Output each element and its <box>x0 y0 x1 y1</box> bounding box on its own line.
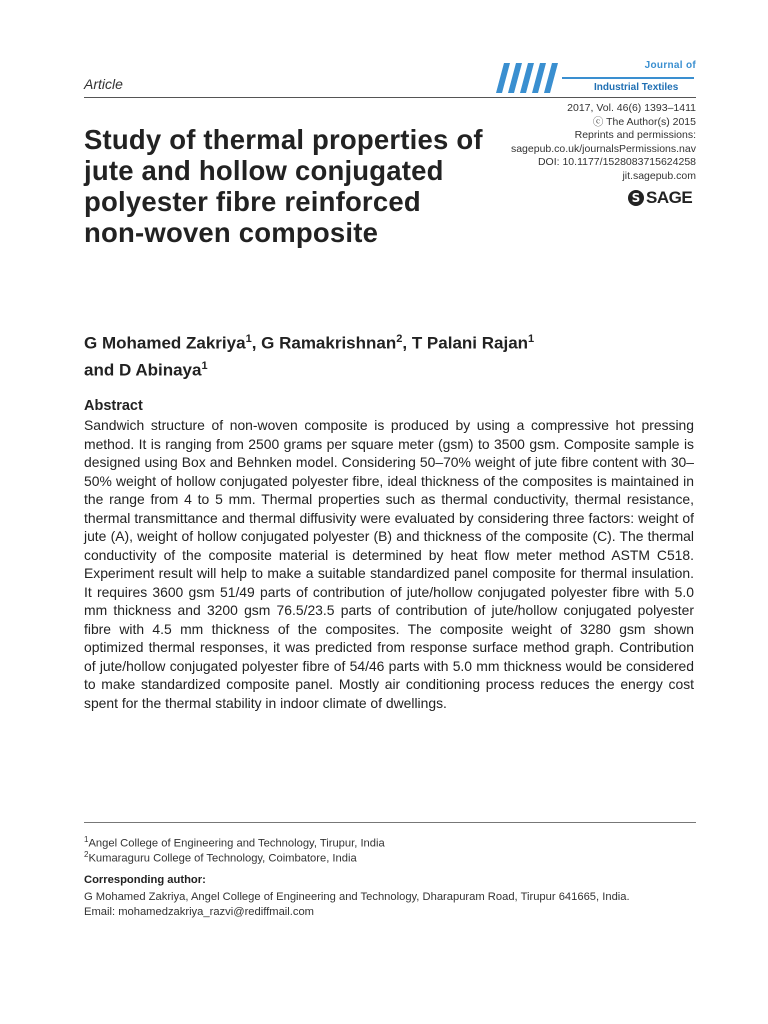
affiliation-text: Kumaraguru College of Technology, Coimbatore, India <box>88 852 357 865</box>
author-list <box>84 328 684 381</box>
meta-copyright: ⓒ The Author(s) 2015 <box>592 115 696 128</box>
sage-wordmark: SAGE <box>646 188 693 207</box>
meta-permissions-link[interactable]: sagepub.co.uk/journalsPermissions.nav <box>510 142 696 155</box>
journal-of-label: Journal of <box>644 60 696 71</box>
sage-logo <box>628 188 692 208</box>
journal-name: Industrial Textiles <box>594 82 679 93</box>
abstract-body: Sandwich structure of non-woven composite is produced by using a compressive hot pressing method. It is ranging from 2500 grams per square meter (gsm) to 3500 gsm. Composite sample is designed using Box and Behnken model. Considering 50–70% weight of jute fibre content with 30–50% weight of hollow conjugated polyester fibre, ideal thickness of the composites is maintained in the range from 4 to 5 mm. Thermal properties such as thermal conductivity, thermal resistance, thermal transmittance and thermal diffusivity were evaluated by considering three factors: weight of jute (A), weight of hollow conjugated polyester (B) and thickness of the composite (C). The thermal conductivity of the composite material is determined by heat flow meter method ASTM C518. Experiment result will help to make a suitable standardized panel composite for thermal insulation. It requires 3600 gsm 51/49 parts of contribution of jute/hollow conjugated polyester fibre with 5.0 mm thickness and 3200 gsm 76.5/23.5 parts of contribution of jute/hollow conjugated polyester fibre with 4.5 mm thickness of the composites. The composite weight of 3280 gsm shown optimized thermal responses, it was predicted from response surface method graph. Contribution of jute/hollow conjugated polyester fibre of 54/46 parts with 5.0 mm thickness would be considered to make standardized composite panel. Mostly air conditioning process reduces the energy cost spent for the thermal stability in indoor climate of dwellings. <box>84 417 694 711</box>
author-name: G Mohamed Zakriya <box>84 333 246 353</box>
author-separator: , <box>402 333 412 353</box>
author-affiliation-mark: 1 <box>245 333 252 345</box>
meta-journal-url[interactable]: jit.sagepub.com <box>622 169 696 182</box>
article-title: Study of thermal properties of jute and hollow conjugated polyester fibre reinforced non-woven composite <box>84 124 483 248</box>
corresponding-author-email[interactable]: Email: mohamedzakriya_razvi@rediffmail.com <box>84 906 314 918</box>
author-affiliation-mark: 1 <box>528 333 535 345</box>
abstract-heading: Abstract <box>84 398 143 414</box>
author-affiliation-mark: 1 <box>201 359 208 372</box>
journal-stripes-icon <box>496 63 560 93</box>
meta-reprints: Reprints and permissions: <box>574 129 696 141</box>
affiliation-number: 1 <box>84 835 89 844</box>
journal-logo <box>494 60 696 100</box>
author-name: and D Abinaya <box>84 360 202 380</box>
author-name: G Ramakrishnan <box>261 333 397 353</box>
footnote-rule <box>84 822 696 823</box>
meta-volume: 2017, Vol. 46(6) 1393–1411 <box>567 102 696 114</box>
corresponding-author-heading: Corresponding author: <box>84 874 206 886</box>
sage-s-icon: S <box>628 190 644 206</box>
meta-doi[interactable]: DOI: 10.1177/1528083715624258 <box>537 156 696 168</box>
affiliation-text: Angel College of Engineering and Technology, Tirupur, India <box>88 837 385 850</box>
author-name: T Palani Rajan <box>411 333 529 353</box>
author-separator: , <box>251 333 262 353</box>
affiliation-number: 2 <box>84 850 89 859</box>
article-type-label: Article <box>84 76 123 92</box>
corresponding-author-address: G Mohamed Zakriya, Angel College of Engineering and Technology, Dharapuram Road, Tirupur 641665, India. <box>84 891 630 903</box>
affiliation-2 <box>84 848 357 866</box>
publication-meta <box>456 102 696 183</box>
author-affiliation-mark: 2 <box>396 333 403 345</box>
